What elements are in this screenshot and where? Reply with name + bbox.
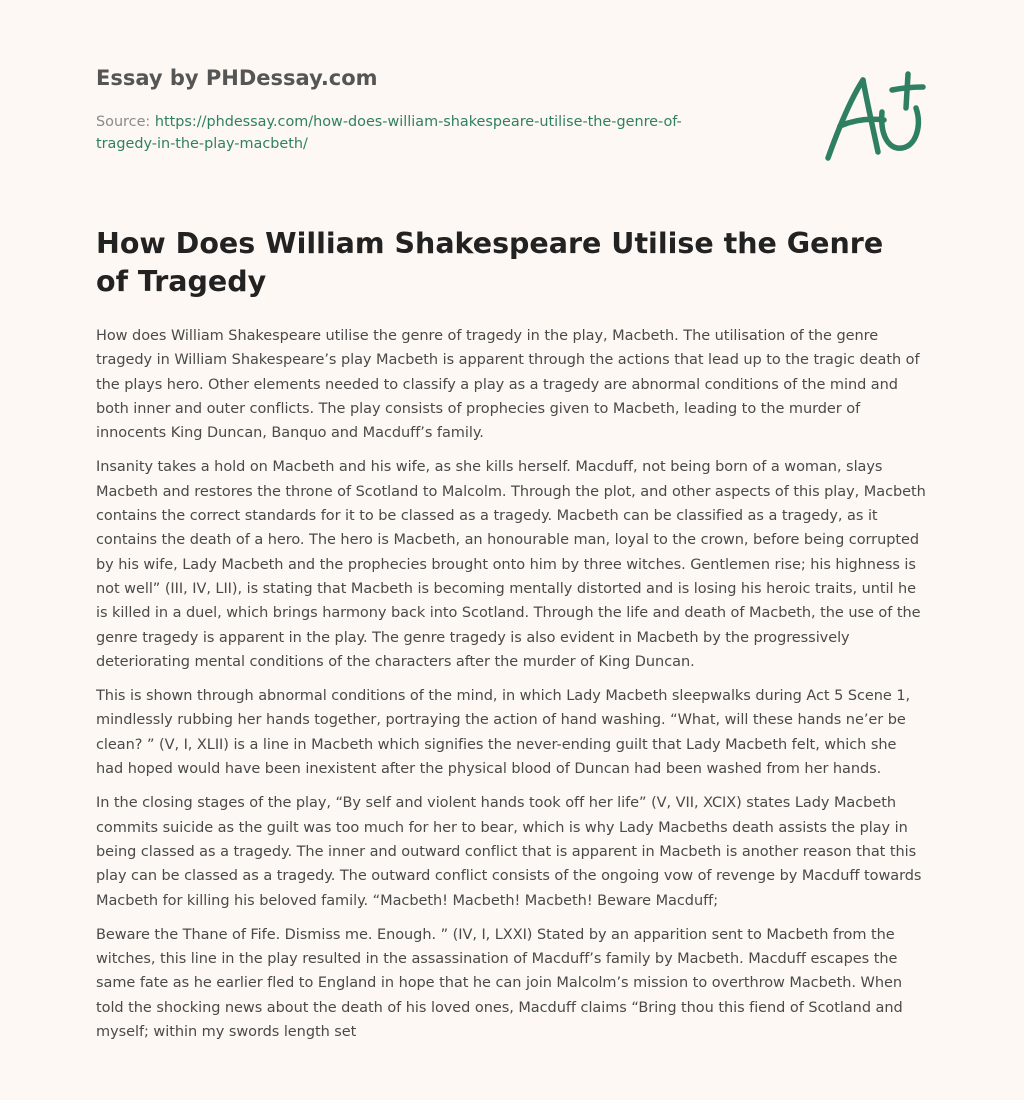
- essay-body: [96, 324, 928, 1054]
- source-label: Source:: [96, 114, 155, 130]
- essay-paragraph: In the closing stages of the play, “By self and violent hands took off her life” (V, VII, XCIX) states Lady Macbeth commits suicide as the guilt was too much for her to bear, which is why Lady Macbeths death assists the play in being classed as a tragedy. The inner and outward conflict that is apparent in Macbeth is another reason that this play can be classed as a tragedy. The outward conflict consists of the ongoing vow of revenge by Macduff towards Macbeth for killing his beloved family. “Macbeth! Macbeth! Macbeth! Beware Macduff;: [96, 795, 922, 909]
- site-title: Essay by PHDessay.com: [96, 66, 378, 90]
- essay-paragraph: How does William Shakespeare utilise the genre of tragedy in the play, Macbeth. The utilisation of the genre tragedy in William Shakespeare’s play Macbeth is apparent through the actions that lead up to the tragic death of the plays hero. Other elements needed to classify a play as a tragedy are abnormal conditions of the mind and both inner and outer conflicts. The play consists of prophecies given to Macbeth, leading to the murder of innocents King Duncan, Banquo and Macduff’s family.: [96, 328, 920, 442]
- source-link[interactable]: https://phdessay.com/how-does-william-shakespeare-utilise-the-genre-of-tragedy-in-the-play-macbeth/: [96, 114, 682, 152]
- source-line: [96, 111, 736, 155]
- essay-paragraph: Beware the Thane of Fife. Dismiss me. Enough. ” (IV, I, LXXI) Stated by an apparition sent to Macbeth from the witches, this line in the play resulted in the assassination of Macduff’s family by Macbeth. Macduff escapes the same fate as he earlier fled to England in hope that he can join Malcolm’s mission to overthrow Macbeth. When told the shocking news about the death of his loved ones, Macduff claims “Bring thou this fiend of Scotland and myself; within my swords length set: [96, 926, 903, 1041]
- essay-title: How Does William Shakespeare Utilise the Genre of Tragedy: [96, 227, 884, 298]
- essay-paragraph: This is shown through abnormal conditions of the mind, in which Lady Macbeth sleepwalks during Act 5 Scene 1, mindlessly rubbing her hands together, portraying the action of hand washing. “What, will these hands ne’er be clean? ” (V, I, XLII) is a line in Macbeth which signifies the never-ending guilt that Lady Macbeth felt, which she had hoped would have been inexistent after the physical blood of Duncan had been washed from her hands.: [96, 688, 911, 778]
- a-plus-logo-icon: [820, 68, 928, 164]
- essay-paragraph: Insanity takes a hold on Macbeth and his wife, as she kills herself. Macduff, not being born of a woman, slays Macbeth and restores the throne of Scotland to Malcolm. Through the plot, and other aspects of this play, Macbeth contains the correct standards for it to be classed as a tragedy. Macbeth can be classified as a tragedy, as it contains the death of a hero. The hero is Macbeth, an honourable man, loyal to the crown, before being corrupted by his wife, Lady Macbeth and the prophecies brought onto him by three witches. Gentlemen rise; his highness is not well” (III, IV, LII), is stating that Macbeth is becoming mentally distorted and is losing his heroic traits, until he is killed in a duel, which brings harmony back into Scotland. Through the life and death of Macbeth, the use of the genre tragedy is apparent in the play. The genre tragedy is also evident in Macbeth by the progressively deteriorating mental conditions of the characters after the murder of King Duncan.: [96, 459, 926, 670]
